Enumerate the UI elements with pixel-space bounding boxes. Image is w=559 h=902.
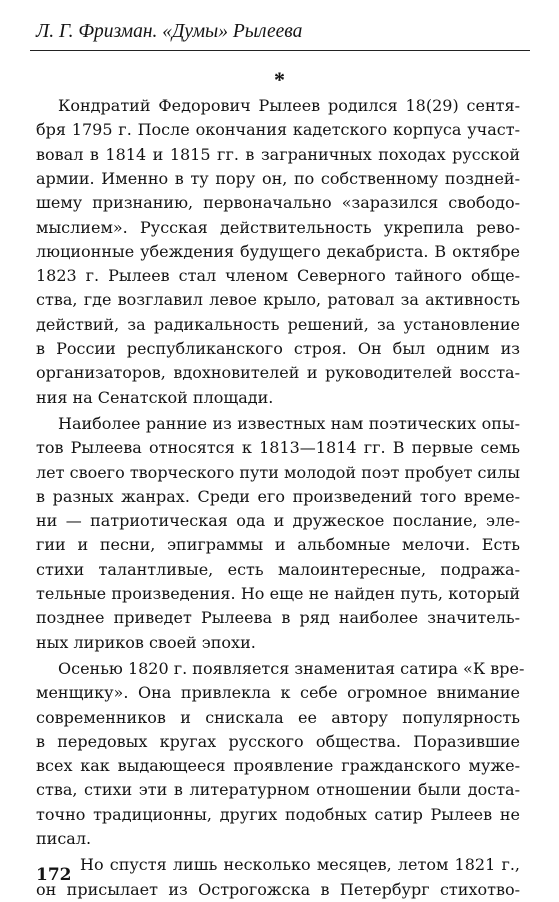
- text-line: в передовых кругах русского общества. Поразившие: [36, 731, 520, 751]
- text-line: точно традиционны, других подобных сатир Рылеев не: [36, 804, 520, 824]
- text-line: ных лириков своей эпохи.: [36, 632, 256, 652]
- text-line: ния на Сенатской площади.: [36, 387, 274, 407]
- text-line: он присылает из Острогожска в Петербург стихотво-: [36, 879, 520, 899]
- text-line: менщику». Она привлекла к себе огромное внимание: [36, 683, 520, 703]
- text-line: стихи талантливые, есть малоинтересные, подража-: [36, 559, 520, 579]
- text-line: в разных жанрах. Среди его произведений того време-: [36, 486, 520, 506]
- text-line: ства, стихи эти в литературном отношении были доста-: [36, 780, 520, 800]
- text-line: ни — патриотическая ода и дружеское послание, эле-: [36, 511, 520, 531]
- text-line: действий, за радикальность решений, за установление: [36, 314, 520, 334]
- text-line: люционные убеждения будущего декабриста. В октябре: [36, 241, 520, 261]
- text-line: писал.: [36, 829, 92, 848]
- text-line: лет своего творческого пути молодой поэт пробует силы: [36, 462, 520, 482]
- text-line: Но спустя лишь несколько месяцев, летом 1821 г.,: [80, 855, 520, 875]
- text-line: ства, где возглавил левое крыло, ратовал за активность: [36, 290, 520, 310]
- text-line: тов Рылеева относятся к 1813—1814 гг. В первые семь: [36, 438, 520, 458]
- text-line: мыслием». Русская действительность укрепила рево-: [36, 217, 520, 237]
- text-line: в России республиканского строя. Он был одним из: [36, 339, 520, 358]
- header-rule: [30, 50, 530, 51]
- text-line: армии. Именно в ту пору он, по собственному поздней-: [36, 168, 520, 188]
- text-line: бря 1795 г. После окончания кадетского корпуса участ-: [36, 120, 520, 140]
- text-line: вовал в 1814 и 1815 гг. в заграничных походах русской: [36, 144, 520, 164]
- text-line: 1823 г. Рылеев стал членом Северного тайного обще-: [36, 266, 520, 286]
- text-line: Осенью 1820 г. появляется знаменитая сатира «К вре-: [58, 658, 525, 678]
- text-line: шему признанию, первоначально «заразился свободо-: [36, 193, 520, 213]
- section-separator: *: [274, 67, 285, 92]
- text-line: Наиболее ранние из известных нам поэтических опы-: [58, 413, 520, 433]
- text-line: современников и снискала ее автору популярность: [36, 707, 520, 727]
- running-head: Л. Г. Фризман. «Думы» Рылеева: [36, 21, 303, 42]
- text-line: организаторов, вдохновителей и руководителей восста-: [36, 363, 520, 383]
- text-line: позднее приведет Рылеева в ряд наиболее значитель-: [36, 608, 520, 628]
- text-line: тельные произведения. Но еще не найден путь, который: [36, 584, 520, 603]
- page-number: 172: [36, 865, 72, 885]
- text-line: гии и песни, эпиграммы и альбомные мелочи. Есть: [36, 535, 520, 555]
- text-line: Кондратий Федорович Рылеев родился 18(29) сентя-: [58, 96, 520, 115]
- text-line: всех как выдающееся проявление гражданского муже-: [36, 756, 520, 776]
